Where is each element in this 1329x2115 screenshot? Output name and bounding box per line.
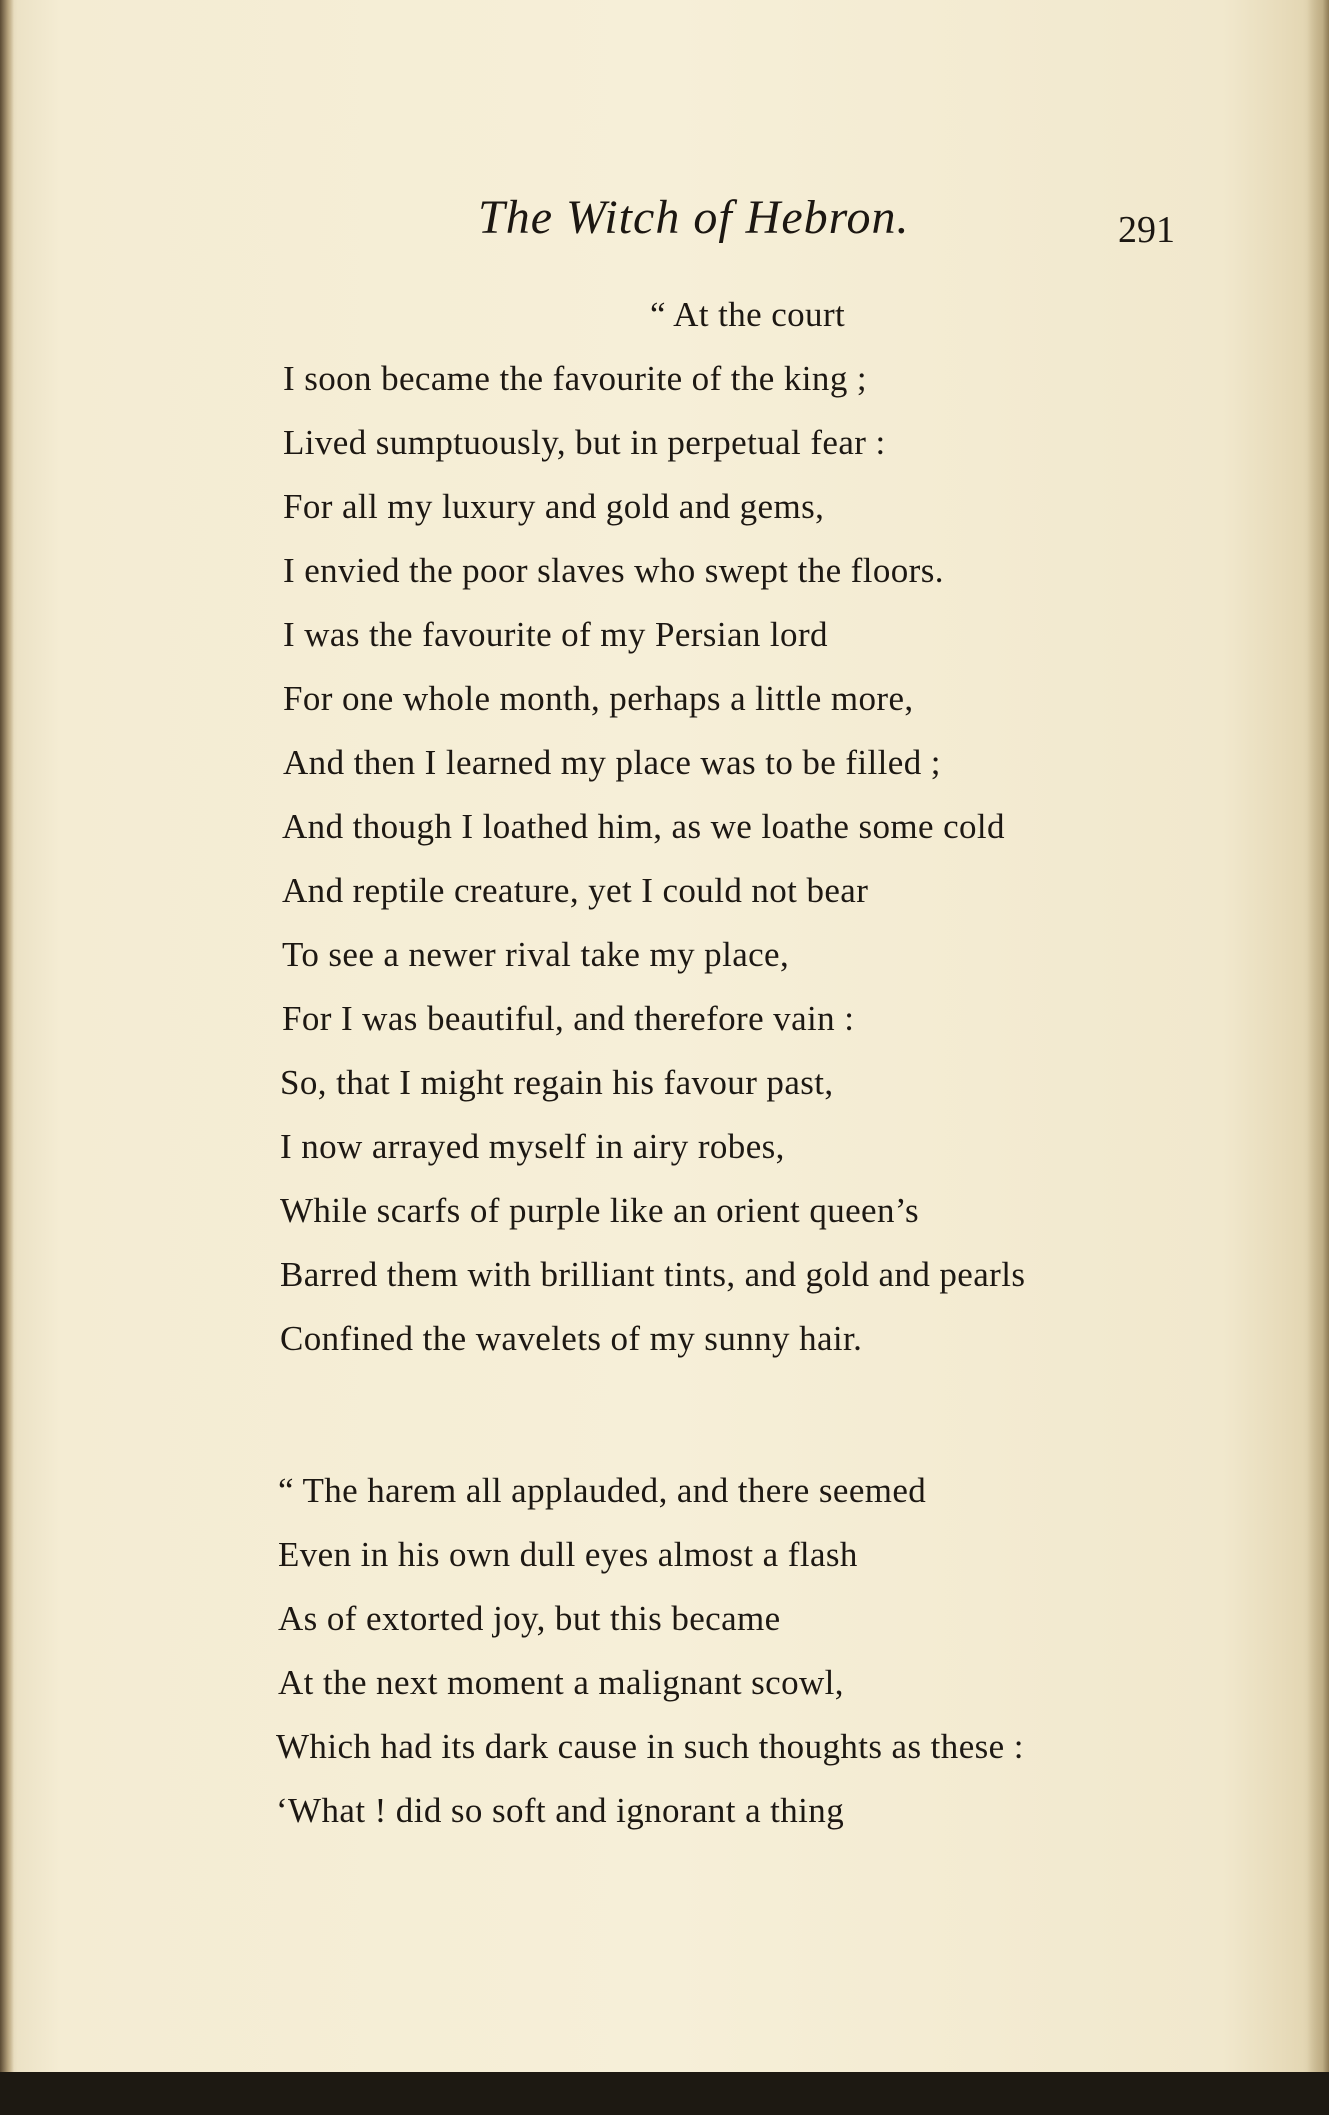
scan-background <box>0 2072 1329 2115</box>
poem-line: As of extorted joy, but this became <box>278 1599 781 1638</box>
poem-line: “ At the court <box>650 295 846 334</box>
spine-shadow <box>0 0 14 2072</box>
poem-line: Even in his own dull eyes almost a flash <box>278 1535 858 1574</box>
poem-line: Barred them with brilliant tints, and gold and pearls <box>280 1255 1026 1294</box>
poem-line: And reptile creature, yet I could not bear <box>282 871 869 910</box>
poem-line: I soon became the favourite of the king ; <box>283 359 867 398</box>
poem-line: So, that I might regain his favour past, <box>280 1063 834 1102</box>
poem-line: And though I loathed him, as we loathe some cold <box>282 807 1005 846</box>
poem-line: While scarfs of purple like an orient queen’s <box>280 1191 920 1230</box>
poem-line: For one whole month, perhaps a little more, <box>283 679 914 718</box>
poem-line: I envied the poor slaves who swept the floors. <box>283 551 944 590</box>
poem-line: For I was beautiful, and therefore vain : <box>282 999 855 1038</box>
poem-line: ‘What ! did so soft and ignorant a thing <box>276 1791 845 1830</box>
page-number: 291 <box>1118 209 1175 251</box>
poem-line: I now arrayed myself in airy robes, <box>280 1127 785 1166</box>
page-edge-shadow <box>1307 0 1329 2072</box>
poem-line: “ The harem all applauded, and there seemed <box>278 1471 927 1510</box>
poem-line: To see a newer rival take my place, <box>282 935 790 974</box>
poem-line: For all my luxury and gold and gems, <box>283 487 825 526</box>
poem-line: And then I learned my place was to be filled ; <box>283 743 941 782</box>
poem-line: Lived sumptuously, but in perpetual fear : <box>283 423 886 462</box>
poem-line: Confined the wavelets of my sunny hair. <box>280 1319 863 1358</box>
poem-line: Which had its dark cause in such thoughts as these : <box>276 1727 1024 1766</box>
poem-line: I was the favourite of my Persian lord <box>283 615 828 654</box>
page-header <box>0 190 1329 260</box>
running-title: The Witch of Hebron. <box>478 191 910 244</box>
poem-line: At the next moment a malignant scowl, <box>278 1663 844 1702</box>
